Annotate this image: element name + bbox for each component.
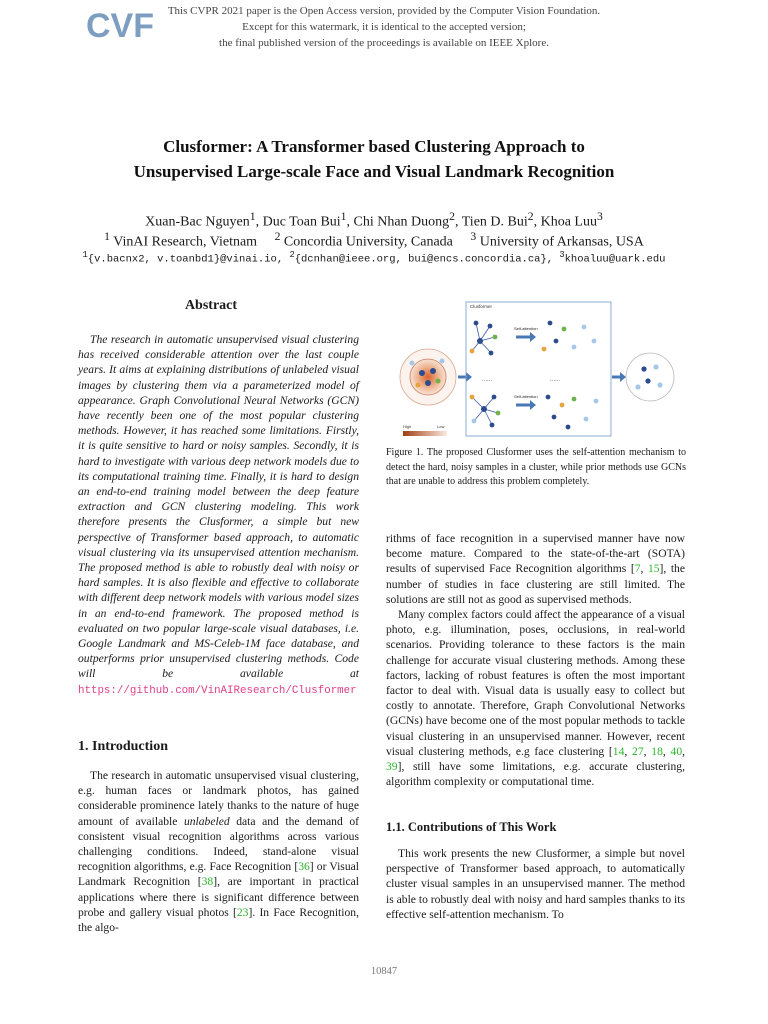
attention-output-bottom xyxy=(546,395,599,430)
citation-link[interactable]: 40 xyxy=(670,744,683,758)
caption-text: The proposed Clusformer uses the self-attention mechanism to detect the hard, noisy samples in a cluster, while prior methods use GCNs that are unable to address this problem completely. xyxy=(386,447,687,487)
self-attention-label-bottom: Self-attention xyxy=(514,394,538,399)
paragraph xyxy=(386,607,685,789)
author-name: Tien D. Bui xyxy=(461,214,528,230)
author-name: Khoa Luu xyxy=(540,214,597,230)
legend-low-label: Low xyxy=(437,424,445,429)
watermark-line-3: the final published version of the proceedings is available on IEEE Xplore. xyxy=(219,37,549,49)
author-affil-mark: 1 xyxy=(340,210,347,223)
code-link[interactable]: https://github.com/VinAIResearch/Clusformer xyxy=(78,684,357,697)
watermark-line-1: This CVPR 2021 paper is the Open Access version, provided by the Computer Vision Foundation. xyxy=(167,5,601,17)
citation-link[interactable]: 7 xyxy=(634,562,641,576)
intro-text: data and the demand of consistent visual recognition algorithms across various challenging conditions. Indeed, stand-alone visual recognition algorithms, e.g. Face Recognition [ xyxy=(78,814,359,874)
intro-text: ]. In Face Recognition, the algo- xyxy=(78,905,359,935)
open-access-watermark xyxy=(150,3,618,51)
output-cluster xyxy=(626,353,674,401)
attention-output-top xyxy=(542,321,597,352)
cvf-logo-text: CVF xyxy=(86,7,154,45)
body-text: , xyxy=(624,744,633,758)
input-arrowhead-icon xyxy=(466,372,472,382)
paper-title xyxy=(40,134,708,184)
citation-link[interactable]: 36 xyxy=(298,860,310,874)
attention-graph-top xyxy=(470,321,498,356)
citation-link[interactable]: 27 xyxy=(632,744,644,758)
body-text: ], the number of studies in face clustering are still limited. The solutions are still not as good as supervised methods. xyxy=(386,562,686,606)
body-text: rithms of face recognition in a supervised manner have now become mature. Compared to the state-of-the-art (SOTA) results of supervised Face Recognition algorithms [ xyxy=(386,532,685,576)
self-attention-arrowhead-bottom-icon xyxy=(530,400,536,410)
title-line-1: Clusformer: A Transformer based Clustering Approach to xyxy=(163,137,585,156)
attention-graph-bottom xyxy=(470,395,501,428)
watermark-line-2: Except for this watermark, it is identical to the accepted version; xyxy=(242,21,526,33)
body-text: Many complex factors could affect the appearance of a visual photo, e.g. illumination, poses, occlusions, in real-world scenarios. Providing tolerance to these factors is the main challenge for accurate visual clustering methods. Among these factors, lacking of robust features is often the most important factor to deal with. Visual data is usually easy to collect but costly to annotate. Therefore, Graph Convolutional Networks (GCNs) have become one of the most popular methods to tackle visual clustering in an unsupervised manner. However, recent visual clustering methods, e.g face clustering [ xyxy=(386,608,685,758)
author-affil-mark: 2 xyxy=(449,210,455,223)
email-group: {v.bacnx2, v.toanbd1}@vinai.io, xyxy=(87,253,290,266)
affil-mark: 3 xyxy=(470,230,477,243)
body-text: , xyxy=(662,744,671,758)
author-separator: , xyxy=(346,214,354,230)
ellipsis-left: ...... xyxy=(482,377,493,383)
self-attention-arrowhead-top-icon xyxy=(530,332,536,342)
body-text: This work presents the new Clusformer, a simple but novel perspective of Transformer based approach, to automatically cluster visual samples in an unsupervised manner. The method is able to robustly deal with noisy and hard samples thanks to its effective self-attention mechanism. To xyxy=(386,847,685,921)
contributions-paragraph xyxy=(386,846,685,922)
affiliation: VinAI Research, Vietnam xyxy=(113,234,258,250)
body-text: , xyxy=(640,562,648,576)
author-separator: , xyxy=(255,214,263,230)
input-cluster xyxy=(400,349,456,405)
intro-text: The research in automatic unsupervised visual clustering, e.g. human faces or landmark photos, has gained considerable prominence lately thanks to the nature of huge amount of available xyxy=(78,769,359,828)
author-emails xyxy=(20,248,728,268)
right-column-body xyxy=(386,531,685,789)
section-heading-introduction: 1. Introduction xyxy=(78,739,168,754)
citation-link[interactable]: 38 xyxy=(201,875,214,889)
cvf-logo-icon xyxy=(84,4,154,45)
body-text: , xyxy=(682,744,686,758)
section-heading-contributions: 1.1. Contributions of This Work xyxy=(386,820,557,834)
page-number: 10847 xyxy=(370,966,398,977)
email-group: khoaluu@uark.edu xyxy=(564,253,666,266)
output-arrowhead-icon xyxy=(620,372,626,382)
citation-link[interactable]: 18 xyxy=(651,744,663,758)
email-mark: 1 xyxy=(82,250,88,260)
affiliation: University of Arkansas, USA xyxy=(479,234,644,250)
citation-link[interactable]: 39 xyxy=(386,760,398,774)
author-affil-mark: 2 xyxy=(527,210,534,223)
email-mark: 2 xyxy=(289,250,295,260)
self-attention-label-top: Self-attention xyxy=(514,326,538,331)
citation-link[interactable]: 23 xyxy=(236,905,249,919)
affil-mark: 1 xyxy=(104,230,110,243)
abstract-heading: Abstract xyxy=(184,298,238,313)
author-separator: , xyxy=(533,214,541,230)
title-line-2: Unsupervised Large-scale Face and Visual Landmark Recognition xyxy=(133,162,615,181)
intro-text: ], are important in practical applications where there is significant difference between probe and gallery visual photos [ xyxy=(78,875,359,919)
heat-legend xyxy=(403,424,447,436)
author-name: Chi Nhan Duong xyxy=(353,214,450,230)
email-group: {dcnhan@ieee.org, bui@encs.concordia.ca}, xyxy=(294,253,560,266)
body-text: , xyxy=(643,744,652,758)
intro-text: ] or Visual Landmark Recognition [ xyxy=(78,860,359,889)
caption-label: Figure 1. xyxy=(386,447,424,458)
email-mark: 3 xyxy=(559,250,565,260)
abstract-body xyxy=(78,332,359,699)
clusformer-panel-label: Clusformer xyxy=(470,304,493,309)
introduction-paragraph xyxy=(78,768,359,935)
author-affil-mark: 3 xyxy=(596,210,603,223)
author-name: Duc Toan Bui xyxy=(262,214,341,230)
abstract-text: The research in automatic unsupervised visual clustering has received considerable attention over the last couple years. It aims at explaining distributions of unlabeled visual images by clustering them via a parameterized model of appearance. Graph Convolutional Neural Networks (GCN) have recently been one of the most popular clustering methods. However, it has reached some limitations. Firstly, it is quite sensitive to hard or noisy samples. Secondly, it is hard to investigate with various deep network models due to its computational training time. Finally, it is hard to design an end-to-end training model between the deep feature extraction and GCN clustering modeling. This work therefore presents the Clusformer, a simple but new perspective of Transformer based approach, to automatic visual clustering via its unsupervised attention mechanism. The proposed method is able to robustly deal with noisy or hard samples. It is also flexible and effective to collaborate with different deep network models with various model sizes in an end-to-end framework. The proposed method is evaluated on two popular large-scale visual databases, i.e. Google Landmark and MS-Celeb-1M face database, and outperforms prior unsupervised clustering methods. Code will be available at xyxy=(78,333,359,681)
legend-high-label: High xyxy=(403,424,412,429)
ellipsis-right: ...... xyxy=(550,377,561,383)
figure-1-caption xyxy=(386,446,686,490)
citation-link[interactable]: 14 xyxy=(612,744,625,758)
paragraph xyxy=(386,531,685,607)
author-name: Xuan-Bac Nguyen xyxy=(145,214,250,230)
affiliation: Concordia University, Canada xyxy=(283,234,453,250)
intro-emphasis: unlabeled xyxy=(183,814,230,828)
citation-link[interactable]: 15 xyxy=(647,562,660,576)
body-text: ], still have some limitations, e.g. accurate clustering, algorithm complexity or computational time. xyxy=(386,760,685,789)
affil-mark: 2 xyxy=(274,230,281,243)
figure-1-diagram xyxy=(398,301,681,438)
author-separator: , xyxy=(455,214,462,230)
author-affil-mark: 1 xyxy=(249,210,256,223)
